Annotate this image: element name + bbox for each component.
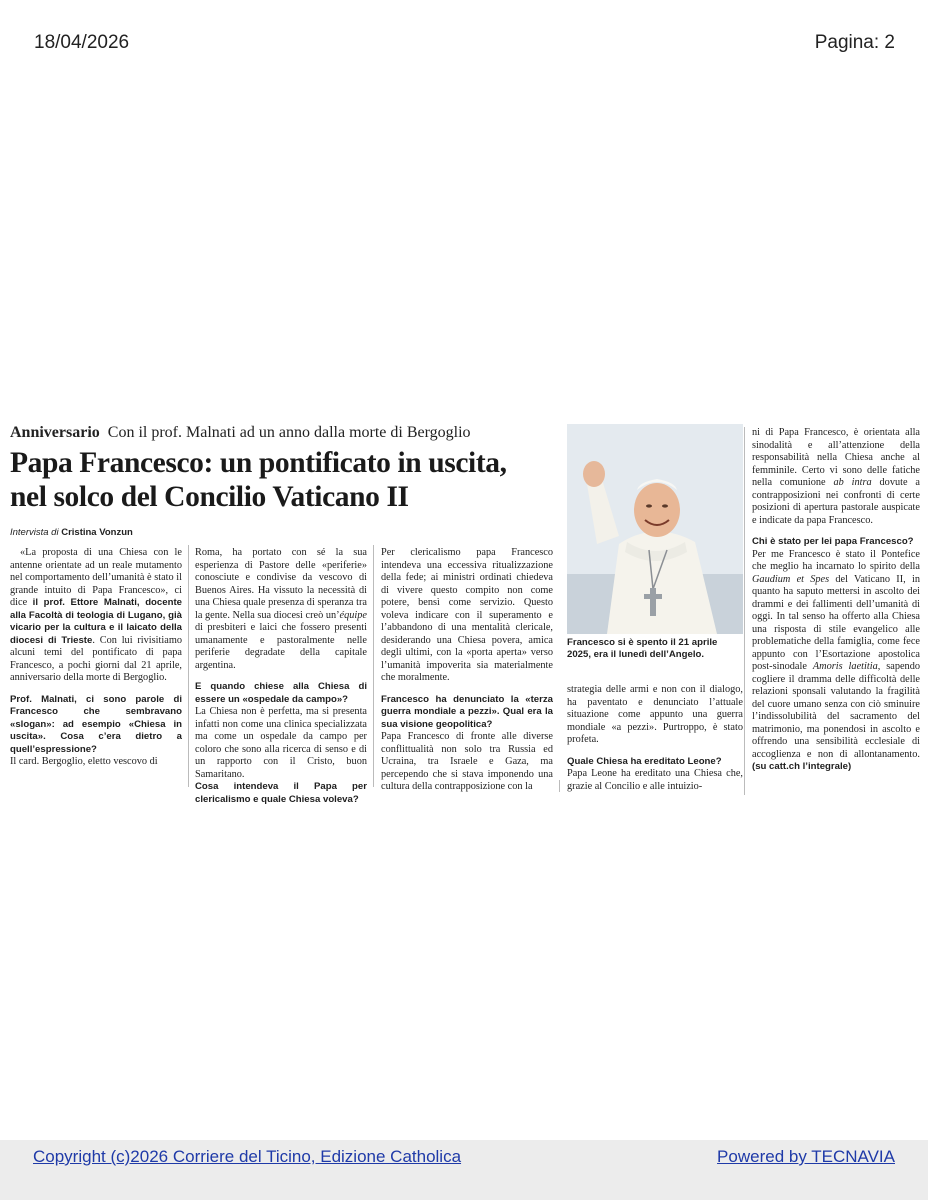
intro-text-end: . Con lui rivisitiamo alcuni temi del pontificato di papa Francesco, a pochi giorni dal 21 aprile, anniversario della morte di Bergoglio. — [10, 634, 182, 683]
column-divider — [559, 780, 560, 792]
byline — [10, 527, 133, 538]
answer-1-cont — [195, 547, 367, 672]
photo-caption: Francesco si è spento il 21 aprile 2025, era il lunedì dell’Angelo. — [567, 637, 718, 660]
column-divider — [373, 545, 374, 787]
answer-5-italic: ab intra — [833, 477, 872, 488]
copyright-link[interactable]: Copyright (c)2026 Corriere del Ticino, Edizione Catholica — [33, 1147, 462, 1166]
answer-6-text-c: , sapendo cogliere il dramma delle difficoltà delle relazioni sponsali valutando la fragilità del cuore umano senza con ciò sminuire l’indissolubilità del sacramento del matrimonio, ma ponendosi in ascolto e offrendo una sensibilità ecclesiale di accoglienza e non di allontanamento. — [752, 661, 920, 760]
intro-bold: il prof. Ettore Malnati, docente alla Facoltà di teologia di Lugano, già vicario per la cultura e il laicato della diocesi di Trieste — [10, 597, 182, 646]
answer-1-start: Il card. Bergoglio, eletto vescovo di — [10, 756, 158, 767]
answer-6 — [752, 549, 920, 774]
page-number: Pagina: 2 — [814, 32, 895, 53]
headline-line-2: nel solco del Concilio Vaticano II — [10, 481, 409, 513]
question-4: Francesco ha denunciato la «terza guerra mondiale a pezzi». Qual era la sua visione geopolitica? — [381, 693, 553, 730]
question-1: Prof. Malnati, ci sono parole di Francesco che sembravano «slogan»: ad esempio «Chiesa in uscita». Cosa c’era dietro a quell’espressione? — [10, 693, 182, 755]
answer-3: Per clericalismo papa Francesco intendeva una eccessiva ritualizzazione della fede; ai ministri ordinati chiedeva di vivere questo compito non come potere, bensì come servizio. Questo voleva indicare con il superamento e l’abbandono di una mentalità clericale, desiderando una Chiesa povera, amica degli ultimi, con la «porta aperta» verso l’umanità impoverita sia materialmente che moralmente. — [381, 547, 553, 683]
answer-4-cont: strategia delle armi e non con il dialogo, ha paventato e denunciato l’attuale situazione come appunto una guerra mondiale «a pezzi». Purtroppo, è stato profeta. — [567, 684, 743, 745]
powered-by-link[interactable]: Powered by TECNAVIA — [717, 1147, 895, 1166]
kicker-text: Con il prof. Malnati ad un anno dalla morte di Bergoglio — [107, 424, 471, 441]
question-2: E quando chiese alla Chiesa di essere un «ospedale da campo»? — [195, 681, 367, 705]
headline-line-1: Papa Francesco: un pontificato in uscita, — [10, 447, 507, 479]
viewer-footer — [0, 1140, 928, 1200]
question-3: Cosa intendeva il Papa per clericalismo e quale Chiesa voleva? — [195, 781, 367, 805]
question-6: Chi è stato per lei papa Francesco? — [752, 536, 914, 547]
page-date: 18/04/2026 — [34, 32, 130, 53]
article-column-4 — [567, 684, 743, 793]
answer-1-italic: équipe — [339, 609, 367, 621]
article-kicker — [10, 424, 555, 442]
article-column-1 — [10, 547, 182, 769]
article-column-5 — [752, 427, 920, 774]
answer-5-text-end: dovute a contrapposizioni nei confronti di certe posizioni di apertura pastorale auspicate e indicate da papa Francesco. — [752, 477, 920, 526]
answer-1-text: Roma, ha portato con sé la sua esperienza di Pastore delle «periferie» conosciute e condivise da vescovo di Buenos Aires. Ha vissuto la necessità di una Chiesa quale presenza di speranza tra la gente. Nella sua diocesi creò un’ — [195, 547, 367, 621]
article-headline — [10, 446, 560, 514]
pope-photo — [567, 424, 743, 634]
intro-text: «La proposta di una Chiesa con le antenne orientate ad un reale mutamento nel comportamento dell’umanità è stato il grande intuito di Papa Francesco», ci dice — [10, 547, 182, 608]
source-note: (su catt.ch l’integrale) — [752, 761, 852, 772]
column-divider — [744, 427, 745, 795]
pope-illustration — [567, 424, 743, 634]
answer-6-italic-b: Amoris laetitia — [812, 661, 878, 672]
intro-paragraph — [10, 547, 182, 685]
answer-5-cont — [752, 427, 920, 527]
answer-1-text-end: di presbiteri e laici che fossero presenti umanamente e pastoralmente nelle periferie degradate della capitale argentina. — [195, 622, 367, 671]
answer-2: La Chiesa non è perfetta, ma si presenta infatti non come una clinica specializzata ma come un ospedale da campo per coloro che sono alla ricerca di senso e di un rapporto con il Cristo, buon Samaritano. — [195, 706, 367, 780]
answer-6-italic-a: Gaudium et Spes — [752, 573, 830, 585]
article-column-3 — [381, 547, 553, 794]
article-column-2 — [195, 547, 367, 806]
column-divider — [188, 545, 189, 787]
byline-prefix: Intervista di — [10, 527, 59, 538]
answer-5-text: ni di Papa Francesco, è orientata alla sinodalità e all’attenzione della responsabilità nella Chiesa anche al femminile. Certo vi sono delle fatiche nella comunione — [752, 427, 920, 488]
byline-author: Cristina Vonzun — [61, 527, 133, 538]
question-5: Quale Chiesa ha ereditato Leone? — [567, 755, 722, 767]
kicker-section: Anniversario — [10, 424, 100, 441]
answer-5-start: Papa Leone ha ereditato una Chiesa che, grazie al Concilio e alle intuizio- — [567, 768, 743, 792]
answer-4: Papa Francesco di fronte alle diverse conflittualità non solo tra Russia ed Ucraina, tra Israele e Gaza, ma percependo che si stava imponendo una cultura della contrapposizione con la — [381, 731, 553, 792]
answer-6-text-a: Per me Francesco è stato il Pontefice che meglio ha incarnato lo spirito della — [752, 548, 920, 572]
answer-6-text-b: del Vaticano II, in quanto ha saputo mettersi in ascolto dei drammi e dei fallimenti dell’umanità di oggi. In tal senso ha offerto alla Chiesa una risposta di stile evangelico alle problematiche della famiglia, come fece appunto con l’Esortazione apostolica post-sinodale — [752, 573, 921, 672]
